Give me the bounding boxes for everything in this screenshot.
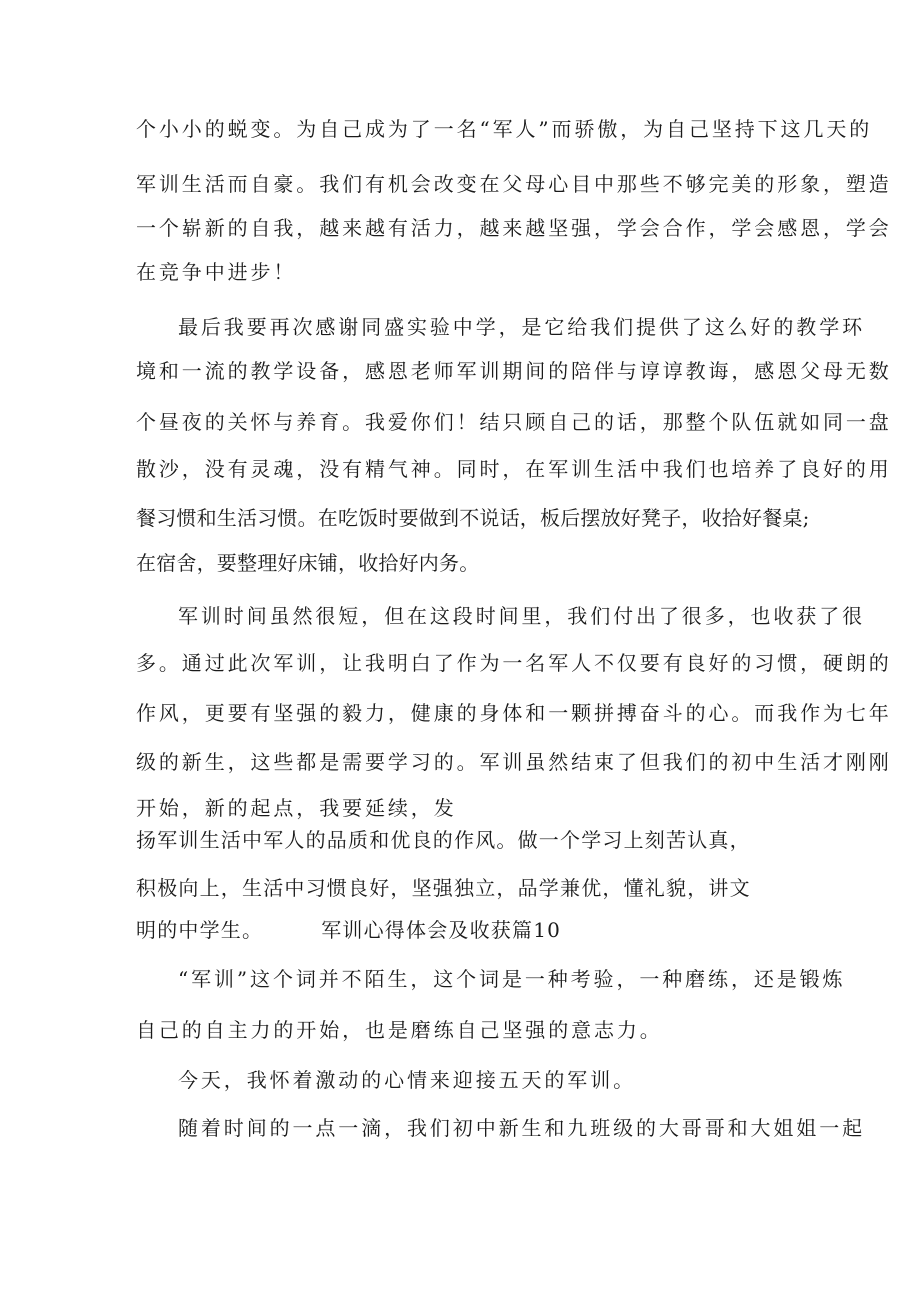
text-line-13: 作风，更要有坚强的毅力，健康的身体和一颗拼搏奋斗的心。而我作为七年 bbox=[136, 701, 892, 725]
text-line-11: 军训时间虽然很短，但在这段时间里，我们付出了很多，也收获了很 bbox=[178, 604, 865, 628]
text-line-9: 餐习惯和生活习惯。在吃饭时要做到不说话，板后摆放好凳子，收拾好餐桌; bbox=[136, 506, 810, 530]
text-line-5: 最后我要再次感谢同盛实验中学，是它给我们提供了这么好的教学环 bbox=[178, 315, 865, 339]
text-line-1: 个小小的蜕变。为自己成为了一名“军人”而骄傲，为自己坚持下这几天的 bbox=[136, 117, 873, 141]
text-line-22: 随着时间的一点一滴，我们初中新生和九班级的大哥哥和大姐姐一起 bbox=[178, 1116, 865, 1140]
text-line-6: 境和一流的教学设备，感恩老师军训期间的陪伴与谆谆教诲，感恩父母无数 bbox=[136, 359, 892, 383]
text-line-2: 军训生活而自豪。我们有机会改变在父母心目中那些不够完美的形象，塑造 bbox=[136, 172, 892, 196]
text-line-16: 扬军训生活中军人的品质和优良的作风。做一个学习上刻苦认真， bbox=[136, 828, 751, 852]
text-line-18 bbox=[136, 918, 561, 942]
section-heading: 军训心得体会及收获篇10 bbox=[321, 918, 562, 942]
text-line-18-body: 明的中学生。 bbox=[136, 918, 264, 942]
text-line-20: 自己的自主力的开始，也是磨练自己坚强的意志力。 bbox=[136, 1018, 663, 1042]
text-line-10: 在宿舍，要整理好床铺，收拾好内务。 bbox=[136, 551, 480, 575]
text-line-7: 个昼夜的关怀与养育。我爱你们！结只顾自己的话，那整个队伍就如同一盘 bbox=[136, 410, 892, 434]
text-line-12: 多。通过此次军训，让我明白了作为一名军人不仅要有良好的习惯，硬朗的 bbox=[136, 651, 892, 675]
text-line-17: 积极向上，生活中习惯良好，坚强独立，品学兼优，懂礼貌，讲文 bbox=[136, 876, 751, 900]
text-line-15: 开始，新的起点，我要延续，发 bbox=[136, 796, 457, 820]
text-line-21: 今天，我怀着激动的心情来迎接五天的军训。 bbox=[178, 1068, 636, 1092]
text-line-19: “军训”这个词并不陌生，这个词是一种考验，一种磨练，还是锻炼 bbox=[178, 967, 846, 991]
text-line-14: 级的新生，这些都是需要学习的。军训虽然结束了但我们的初中生活才刚刚 bbox=[136, 750, 892, 774]
text-line-3: 一个崭新的自我，越来越有活力，越来越坚强，学会合作，学会感恩，学会 bbox=[136, 216, 892, 240]
text-line-8: 散沙，没有灵魂，没有精气神。同时，在军训生活中我们也培养了良好的用 bbox=[136, 457, 892, 481]
text-line-4: 在竞争中进步！ bbox=[136, 260, 297, 284]
